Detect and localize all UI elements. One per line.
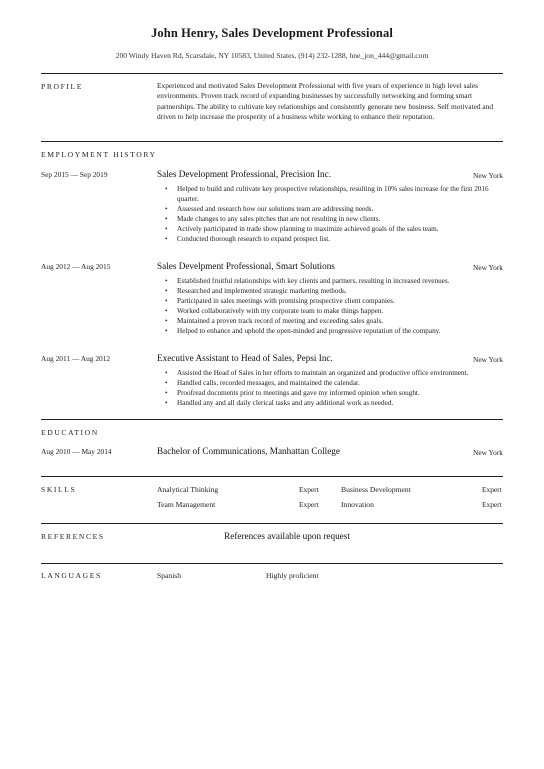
section-title-employment: EMPLOYMENT HISTORY bbox=[41, 150, 157, 159]
skill-level: Expert bbox=[299, 485, 319, 494]
bullet-icon: • bbox=[165, 286, 168, 295]
bullet-icon: • bbox=[165, 306, 168, 315]
bullet-icon: • bbox=[165, 224, 168, 233]
bullet-icon: • bbox=[165, 326, 168, 335]
skill-level: Expert bbox=[482, 500, 502, 509]
bullet-item bbox=[157, 389, 503, 399]
section-divider bbox=[41, 419, 503, 420]
section-title-profile: PROFILE bbox=[41, 82, 84, 91]
job-bullets bbox=[157, 369, 503, 409]
bullet-text: Handled calls, recorded messages, and maintained the calendar. bbox=[177, 378, 360, 387]
bullet-text: Maintained a proven track record of meeting and exceeding sales goals. bbox=[177, 316, 384, 325]
bullet-text: Assessed and research how our solutions team are addressing needs. bbox=[177, 204, 374, 213]
bullet-icon: • bbox=[165, 296, 168, 305]
job-city: New York bbox=[473, 355, 503, 364]
job-bullets bbox=[157, 277, 503, 336]
bullet-item bbox=[157, 317, 503, 327]
job-city: New York bbox=[473, 263, 503, 272]
education-city: New York bbox=[473, 448, 503, 457]
bullet-icon: • bbox=[165, 316, 168, 325]
bullet-item bbox=[157, 185, 503, 205]
skill-level: Expert bbox=[299, 500, 319, 509]
skill-name: Team Management bbox=[157, 500, 216, 509]
bullet-text: Established fruitful relationships with key clients and partners, resulting in increased revenues. bbox=[177, 277, 450, 285]
bullet-text: Proofread documents prior to meetings and gave my informed opinion when sought. bbox=[177, 388, 420, 397]
education-dates: Aug 2010 — May 2014 bbox=[41, 447, 112, 456]
section-divider bbox=[41, 563, 503, 564]
bullet-icon: • bbox=[165, 234, 168, 243]
bullet-item bbox=[157, 297, 503, 307]
job-dates: Aug 2012 — Aug 2015 bbox=[41, 262, 111, 271]
bullet-icon: • bbox=[165, 185, 168, 193]
bullet-icon: • bbox=[165, 204, 168, 213]
job-dates: Sep 2015 — Sep 2019 bbox=[41, 170, 108, 179]
bullet-item bbox=[157, 277, 503, 287]
bullet-text: Worked collaboratively with my corporate team to make things happen. bbox=[177, 306, 384, 315]
education-title: Bachelor of Communications, Manhattan College bbox=[157, 446, 340, 456]
bullet-item bbox=[157, 225, 503, 235]
bullet-item bbox=[157, 307, 503, 317]
bullet-text: Participated in sales meetings with promising prospective client companies. bbox=[177, 296, 395, 305]
bullet-item bbox=[157, 235, 503, 245]
bullet-icon: • bbox=[165, 388, 168, 397]
job-dates: Aug 2011 — Aug 2012 bbox=[41, 354, 111, 363]
bullet-icon: • bbox=[165, 398, 168, 407]
section-divider bbox=[41, 523, 503, 524]
bullet-item bbox=[157, 215, 503, 225]
resume-name: John Henry, Sales Development Professional bbox=[151, 26, 393, 40]
job-title: Executive Assistant to Head of Sales, Pepsi Inc. bbox=[157, 353, 333, 363]
section-title-languages: LANGUAGES bbox=[41, 571, 102, 580]
bullet-text: Assisted the Head of Sales in her efforts to maintain an organized and productive office environment. bbox=[177, 369, 469, 377]
bullet-text: Researched and implemented strategic marketing methods. bbox=[177, 286, 347, 295]
section-divider bbox=[41, 141, 503, 142]
job-title: Sales Develpment Professional, Smart Solutions bbox=[157, 261, 335, 271]
bullet-icon: • bbox=[165, 277, 168, 285]
bullet-text: Actively participated in trade show planning to maximize achieved goals of the sales team. bbox=[177, 224, 439, 233]
bullet-icon: • bbox=[165, 378, 168, 387]
contact-info: 200 Windy Haven Rd, Scarsdale, NY 10583, United States, (914) 232-1288, hne_jon_444@gmail.com bbox=[115, 51, 429, 60]
bullet-text: Conducted thorough research to expand prospect list. bbox=[177, 234, 331, 243]
bullet-icon: • bbox=[165, 214, 168, 223]
bullet-item bbox=[157, 369, 503, 379]
profile-summary: Experienced and motivated Sales Development Professional with five years of experience in high level sales environments. Proven track record of expanding businesses by successfully networking and forming smart partnerships. The ability to cultivate key relationships and consistently generate new business. Self motivated and driven to help increase the prosperity of a business while working to enhance their reputation. bbox=[157, 81, 494, 121]
bullet-item bbox=[157, 399, 503, 409]
bullet-text: Made changes to any sales pitches that are not resulting in new clients. bbox=[177, 214, 381, 223]
skill-level: Expert bbox=[482, 485, 502, 494]
references-text: References available upon request bbox=[224, 531, 350, 541]
bullet-icon: • bbox=[165, 369, 168, 377]
job-bullets bbox=[157, 185, 503, 244]
language-name: Spanish bbox=[157, 571, 182, 580]
bullet-item bbox=[157, 379, 503, 389]
section-title-references: REFERENCES bbox=[41, 532, 105, 541]
skill-name: Business Development bbox=[341, 485, 411, 494]
section-divider bbox=[41, 73, 503, 74]
job-city: New York bbox=[473, 171, 503, 180]
bullet-text: Handled any and all daily clerical tasks and any additional work as needed. bbox=[177, 398, 394, 407]
job-title: Sales Development Professional, Precision Inc. bbox=[157, 169, 332, 179]
skill-name: Analytical Thinking bbox=[157, 485, 219, 494]
bullet-text: Helped to build and cultivate key prospective relationships, resulting in 10% sales increase for the first 2016 quarter. bbox=[177, 185, 489, 203]
section-title-education: EDUCATION bbox=[41, 428, 99, 437]
bullet-item bbox=[157, 205, 503, 215]
bullet-item bbox=[157, 287, 503, 297]
section-title-skills: SKILLS bbox=[41, 485, 77, 494]
bullet-item bbox=[157, 327, 503, 337]
section-divider bbox=[41, 476, 503, 477]
bullet-text: Helped to enhance and uphold the open-minded and progressive reputation of the company. bbox=[177, 326, 441, 335]
language-level: Highly proficient bbox=[266, 571, 319, 580]
skill-name: Innovation bbox=[341, 500, 374, 509]
